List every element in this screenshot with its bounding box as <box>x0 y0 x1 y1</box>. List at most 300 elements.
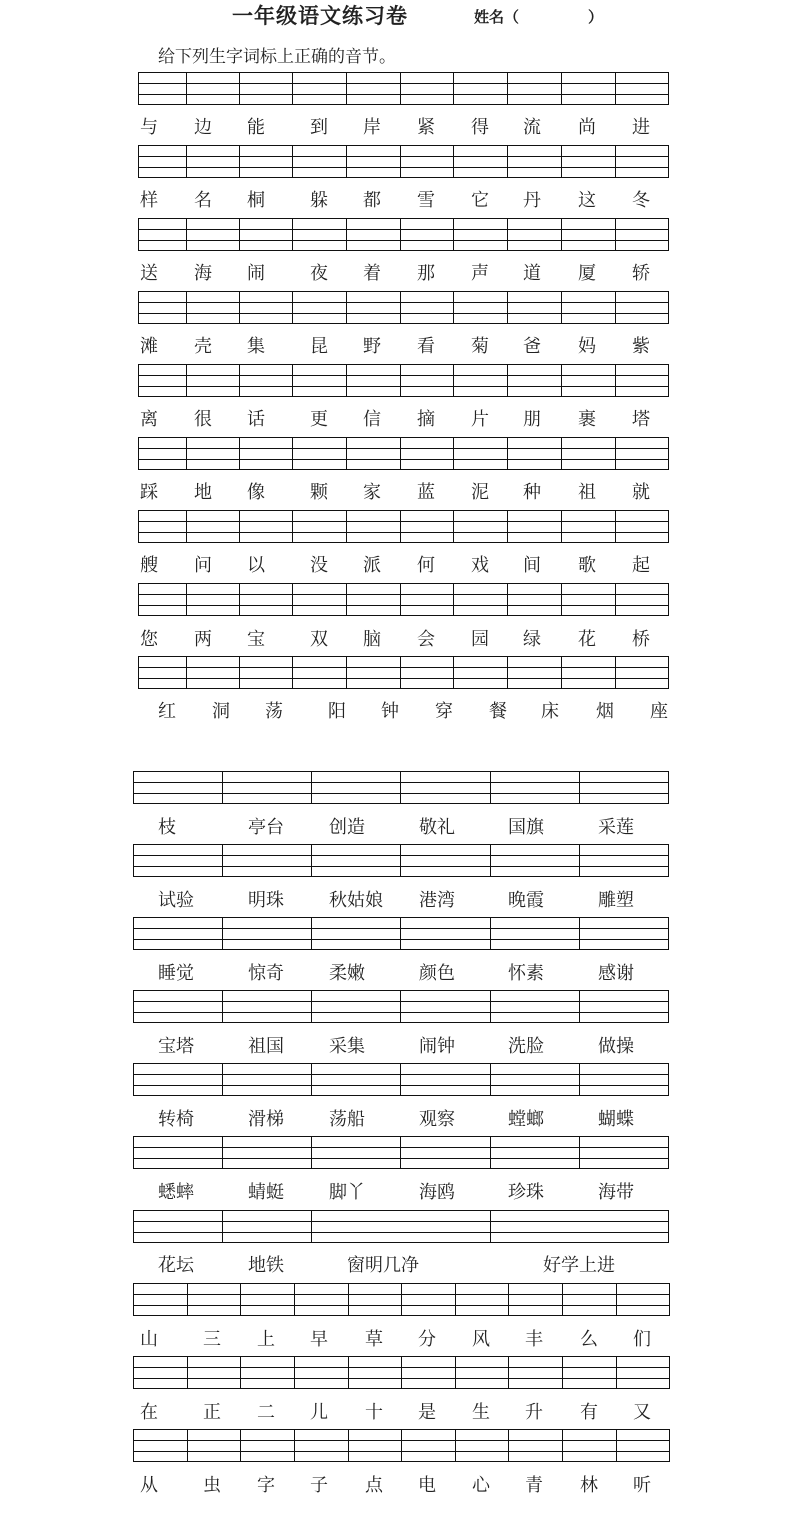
pinyin-box-s2-row2[interactable] <box>133 844 669 877</box>
character-s3: 草 <box>365 1329 383 1350</box>
word-s2: 做操 <box>598 1036 634 1057</box>
word-s2: 枝 <box>158 817 176 838</box>
pinyin-guide-line <box>138 615 669 616</box>
cell-divider <box>239 291 240 324</box>
cell-divider <box>616 1283 617 1316</box>
cell-divider <box>490 1210 491 1243</box>
character-s1: 种 <box>523 482 541 503</box>
character-s1: 夜 <box>310 263 328 284</box>
cell-divider <box>615 364 616 397</box>
cell-divider <box>187 1429 188 1462</box>
character-s1: 到 <box>310 117 328 138</box>
character-s1: 派 <box>363 555 381 576</box>
pinyin-guide-line <box>138 469 669 470</box>
cell-divider <box>400 656 401 689</box>
character-s1: 颗 <box>310 482 328 503</box>
character-s3: 生 <box>472 1402 490 1423</box>
cell-divider <box>490 1136 491 1169</box>
cell-divider <box>561 291 562 324</box>
cell-divider <box>346 364 347 397</box>
cell-divider <box>222 917 223 950</box>
pinyin-guide-line <box>138 229 669 230</box>
cell-divider <box>186 364 187 397</box>
cell-divider <box>292 510 293 543</box>
pinyin-guide-line <box>138 240 669 241</box>
character-s1: 边 <box>194 117 212 138</box>
cell-divider <box>615 656 616 689</box>
cell-divider <box>222 1136 223 1169</box>
cell-divider <box>453 218 454 251</box>
character-s1: 声 <box>471 263 489 284</box>
cell-divider <box>400 72 401 105</box>
cell-divider <box>490 990 491 1023</box>
cell-divider <box>400 1063 401 1096</box>
word-s2: 睡觉 <box>158 963 194 984</box>
pinyin-guide-line <box>138 104 669 105</box>
pinyin-guide-line <box>138 656 669 657</box>
character-s3: 在 <box>140 1402 158 1423</box>
character-s1: 爸 <box>523 336 541 357</box>
cell-divider <box>186 437 187 470</box>
character-s1: 摘 <box>417 409 435 430</box>
cell-divider <box>453 72 454 105</box>
character-s1: 那 <box>417 263 435 284</box>
cell-divider <box>400 218 401 251</box>
cell-divider <box>400 437 401 470</box>
cell-divider <box>400 291 401 324</box>
cell-divider <box>292 291 293 324</box>
word-s2: 脚丫 <box>329 1182 365 1203</box>
cell-divider <box>507 291 508 324</box>
character-s1: 很 <box>194 409 212 430</box>
cell-divider <box>239 218 240 251</box>
pinyin-box-s2-row5[interactable] <box>133 1063 669 1096</box>
word-s2: 创造 <box>329 817 365 838</box>
cell-divider <box>138 437 139 470</box>
cell-divider <box>669 1429 670 1462</box>
cell-divider <box>294 1356 295 1389</box>
character-s1: 流 <box>523 117 541 138</box>
cell-divider <box>348 1429 349 1462</box>
pinyin-guide-line <box>133 876 669 877</box>
word-s2: 花坛 <box>158 1255 194 1276</box>
pinyin-guide-line <box>138 386 669 387</box>
pinyin-box-s3-row2[interactable] <box>133 1356 669 1389</box>
character-s1: 家 <box>363 482 381 503</box>
pinyin-box-s1-row3[interactable] <box>138 218 669 251</box>
character-s1: 脑 <box>363 629 381 650</box>
character-s1: 壳 <box>194 336 212 357</box>
cell-divider <box>561 583 562 616</box>
cell-divider <box>455 1356 456 1389</box>
character-s1: 名 <box>194 190 212 211</box>
pinyin-guide-line <box>138 437 669 438</box>
cell-divider <box>292 218 293 251</box>
cell-divider <box>615 145 616 178</box>
word-s2: 洗脸 <box>508 1036 544 1057</box>
cell-divider <box>615 291 616 324</box>
cell-divider <box>668 510 669 543</box>
cell-divider <box>138 145 139 178</box>
pinyin-guide-line <box>138 594 669 595</box>
pinyin-guide-line <box>138 323 669 324</box>
cell-divider <box>187 1356 188 1389</box>
word-s2: 试验 <box>158 890 194 911</box>
character-s3: 三 <box>203 1329 221 1350</box>
character-s1: 海 <box>194 263 212 284</box>
word-s2: 雕塑 <box>598 890 634 911</box>
cell-divider <box>346 510 347 543</box>
cell-divider <box>187 1283 188 1316</box>
character-s1: 床 <box>541 701 559 722</box>
cell-divider <box>668 771 669 804</box>
character-s1: 样 <box>140 190 158 211</box>
cell-divider <box>669 1356 670 1389</box>
character-s1: 洞 <box>212 701 230 722</box>
character-s3: 二 <box>257 1402 275 1423</box>
cell-divider <box>240 1356 241 1389</box>
cell-divider <box>133 1136 134 1169</box>
cell-divider <box>292 72 293 105</box>
cell-divider <box>346 583 347 616</box>
cell-divider <box>400 771 401 804</box>
character-s1: 昆 <box>310 336 328 357</box>
pinyin-box-s2-row6[interactable] <box>133 1136 669 1169</box>
character-s1: 菊 <box>471 336 489 357</box>
pinyin-guide-line <box>138 218 669 219</box>
cell-divider <box>348 1283 349 1316</box>
character-s1: 阳 <box>328 701 346 722</box>
cell-divider <box>507 510 508 543</box>
character-s1: 厦 <box>578 263 596 284</box>
character-s1: 蓝 <box>417 482 435 503</box>
cell-divider <box>579 771 580 804</box>
cell-divider <box>562 1356 563 1389</box>
pinyin-guide-line <box>133 1158 669 1159</box>
cell-divider <box>186 72 187 105</box>
cell-divider <box>401 1356 402 1389</box>
cell-divider <box>453 437 454 470</box>
pinyin-guide-line <box>133 949 669 950</box>
character-s3: 儿 <box>310 1402 328 1423</box>
cell-divider <box>186 510 187 543</box>
character-s3: 心 <box>472 1475 490 1496</box>
cell-divider <box>507 364 508 397</box>
character-s3: 又 <box>633 1402 651 1423</box>
pinyin-guide-line <box>133 855 669 856</box>
word-s2: 转椅 <box>158 1109 194 1130</box>
character-s1: 看 <box>417 336 435 357</box>
character-s3: 丰 <box>525 1329 543 1350</box>
cell-divider <box>668 72 669 105</box>
pinyin-guide-line <box>138 583 669 584</box>
pinyin-box-s2-row7[interactable] <box>133 1210 669 1243</box>
pinyin-guide-line <box>138 72 669 73</box>
word-s2: 柔嫩 <box>329 963 365 984</box>
name-close-paren: ） <box>588 8 604 26</box>
character-s1: 道 <box>523 263 541 284</box>
cell-divider <box>400 844 401 877</box>
pinyin-box-s3-row1[interactable] <box>133 1283 669 1316</box>
character-s1: 这 <box>578 190 596 211</box>
character-s3: 从 <box>140 1475 158 1496</box>
pinyin-box-s1-row2[interactable] <box>138 145 669 178</box>
character-s1: 集 <box>247 336 265 357</box>
cell-divider <box>616 1429 617 1462</box>
cell-divider <box>400 583 401 616</box>
character-s1: 得 <box>471 117 489 138</box>
cell-divider <box>668 291 669 324</box>
cell-divider <box>561 364 562 397</box>
cell-divider <box>311 917 312 950</box>
character-s1: 没 <box>310 555 328 576</box>
character-s1: 紧 <box>417 117 435 138</box>
character-s1: 座 <box>650 701 668 722</box>
character-s3: 点 <box>365 1475 383 1496</box>
pinyin-guide-line <box>138 313 669 314</box>
word-s2: 祖国 <box>248 1036 284 1057</box>
character-s1: 它 <box>471 190 489 211</box>
cell-divider <box>401 1429 402 1462</box>
character-s1: 花 <box>578 629 596 650</box>
cell-divider <box>668 656 669 689</box>
word-s2: 亭台 <box>248 817 284 838</box>
word-s2: 荡船 <box>329 1109 365 1130</box>
character-s3: 么 <box>580 1329 598 1350</box>
word-s2: 颜色 <box>419 963 455 984</box>
character-s1: 桐 <box>247 190 265 211</box>
character-s1: 闹 <box>247 263 265 284</box>
character-s1: 丹 <box>523 190 541 211</box>
cell-divider <box>579 917 580 950</box>
character-s1: 冬 <box>632 190 650 211</box>
pinyin-box-s2-row1[interactable] <box>133 771 669 804</box>
word-s2: 港湾 <box>419 890 455 911</box>
character-s1: 妈 <box>578 336 596 357</box>
character-s3: 上 <box>257 1329 275 1350</box>
word-s2: 地铁 <box>248 1255 284 1276</box>
character-s1: 宝 <box>247 629 265 650</box>
pinyin-guide-line <box>138 521 669 522</box>
pinyin-guide-line <box>138 364 669 365</box>
cell-divider <box>507 218 508 251</box>
cell-divider <box>579 1063 580 1096</box>
cell-divider <box>579 990 580 1023</box>
pinyin-box-s2-row4[interactable] <box>133 990 669 1023</box>
cell-divider <box>668 917 669 950</box>
character-s1: 离 <box>140 409 158 430</box>
character-s3: 们 <box>633 1329 651 1350</box>
character-s3: 山 <box>140 1329 158 1350</box>
cell-divider <box>138 583 139 616</box>
character-s1: 雪 <box>417 190 435 211</box>
cell-divider <box>579 1136 580 1169</box>
pinyin-box-s1-row9[interactable] <box>138 656 669 689</box>
word-s2: 蟋蟀 <box>158 1182 194 1203</box>
word-s2: 敬礼 <box>419 817 455 838</box>
character-s3: 升 <box>525 1402 543 1423</box>
cell-divider <box>668 364 669 397</box>
cell-divider <box>668 990 669 1023</box>
character-s1: 话 <box>247 409 265 430</box>
pinyin-guide-line <box>133 990 669 991</box>
pinyin-guide-line <box>133 928 669 929</box>
cell-divider <box>311 1063 312 1096</box>
cell-divider <box>507 72 508 105</box>
cell-divider <box>311 1136 312 1169</box>
character-s1: 送 <box>140 263 158 284</box>
cell-divider <box>133 1063 134 1096</box>
cell-divider <box>507 583 508 616</box>
word-s2: 采莲 <box>598 817 634 838</box>
character-s1: 能 <box>247 117 265 138</box>
pinyin-box-s1-row1[interactable] <box>138 72 669 105</box>
cell-divider <box>239 510 240 543</box>
character-s1: 进 <box>632 117 650 138</box>
pinyin-guide-line <box>133 782 669 783</box>
cell-divider <box>239 72 240 105</box>
pinyin-guide-line <box>133 1095 669 1096</box>
pinyin-box-s2-row3[interactable] <box>133 917 669 950</box>
cell-divider <box>133 771 134 804</box>
pinyin-box-s1-row7[interactable] <box>138 510 669 543</box>
word-s2: 怀素 <box>508 963 544 984</box>
word-s2: 窗明几净 <box>347 1255 419 1276</box>
cell-divider <box>133 1210 134 1243</box>
cell-divider <box>294 1283 295 1316</box>
character-s1: 岸 <box>363 117 381 138</box>
character-s1: 您 <box>140 629 158 650</box>
pinyin-guide-line <box>133 1022 669 1023</box>
character-s3: 听 <box>633 1475 651 1496</box>
cell-divider <box>222 990 223 1023</box>
name-label: 姓名（ <box>474 8 520 26</box>
cell-divider <box>346 218 347 251</box>
character-s3: 早 <box>310 1329 328 1350</box>
character-s1: 泥 <box>471 482 489 503</box>
pinyin-guide-line <box>133 844 669 845</box>
cell-divider <box>616 1356 617 1389</box>
character-s1: 都 <box>363 190 381 211</box>
cell-divider <box>311 844 312 877</box>
cell-divider <box>133 990 134 1023</box>
cell-divider <box>562 1429 563 1462</box>
cell-divider <box>222 844 223 877</box>
word-s2: 蝴蝶 <box>598 1109 634 1130</box>
pinyin-guide-line <box>133 803 669 804</box>
pinyin-box-s3-row3[interactable] <box>133 1429 669 1462</box>
pinyin-box-s1-row4[interactable] <box>138 291 669 324</box>
pinyin-guide-line <box>138 678 669 679</box>
cell-divider <box>186 656 187 689</box>
character-s1: 荡 <box>265 701 283 722</box>
pinyin-guide-line <box>133 1232 669 1233</box>
character-s1: 园 <box>471 629 489 650</box>
pinyin-box-s1-row8[interactable] <box>138 583 669 616</box>
character-s1: 钟 <box>381 701 399 722</box>
word-s2: 采集 <box>329 1036 365 1057</box>
cell-divider <box>400 145 401 178</box>
pinyin-guide-line <box>138 542 669 543</box>
pinyin-guide-line <box>138 688 669 689</box>
cell-divider <box>453 583 454 616</box>
character-s1: 紫 <box>632 336 650 357</box>
pinyin-guide-line <box>133 1085 669 1086</box>
character-s1: 更 <box>310 409 328 430</box>
pinyin-box-s1-row6[interactable] <box>138 437 669 470</box>
character-s1: 祖 <box>578 482 596 503</box>
cell-divider <box>346 72 347 105</box>
cell-divider <box>311 1210 312 1243</box>
cell-divider <box>490 844 491 877</box>
pinyin-guide-line <box>133 1001 669 1002</box>
cell-divider <box>561 145 562 178</box>
character-s3: 分 <box>418 1329 436 1350</box>
cell-divider <box>455 1283 456 1316</box>
character-s3: 正 <box>203 1402 221 1423</box>
cell-divider <box>400 1136 401 1169</box>
cell-divider <box>508 1429 509 1462</box>
cell-divider <box>490 771 491 804</box>
character-s1: 餐 <box>489 701 507 722</box>
cell-divider <box>490 917 491 950</box>
character-s3: 是 <box>418 1402 436 1423</box>
cell-divider <box>668 1136 669 1169</box>
cell-divider <box>222 1063 223 1096</box>
cell-divider <box>239 656 240 689</box>
character-s1: 以 <box>247 555 265 576</box>
character-s1: 歌 <box>578 555 596 576</box>
pinyin-guide-line <box>138 291 669 292</box>
pinyin-guide-line <box>138 167 669 168</box>
word-s2: 海带 <box>598 1182 634 1203</box>
cell-divider <box>561 72 562 105</box>
word-s2: 秋姑娘 <box>329 890 383 911</box>
cell-divider <box>400 917 401 950</box>
word-s2: 国旗 <box>508 817 544 838</box>
character-s1: 与 <box>140 117 158 138</box>
cell-divider <box>311 771 312 804</box>
cell-divider <box>615 218 616 251</box>
character-s3: 林 <box>580 1475 598 1496</box>
character-s1: 双 <box>310 629 328 650</box>
word-s2: 惊奇 <box>248 963 284 984</box>
pinyin-guide-line <box>138 156 669 157</box>
pinyin-guide-line <box>138 145 669 146</box>
word-s2: 好学上进 <box>543 1255 615 1276</box>
character-s3: 子 <box>310 1475 328 1496</box>
word-s2: 宝塔 <box>158 1036 194 1057</box>
cell-divider <box>292 364 293 397</box>
character-s3: 有 <box>580 1402 598 1423</box>
character-s1: 踩 <box>140 482 158 503</box>
pinyin-box-s1-row5[interactable] <box>138 364 669 397</box>
pinyin-guide-line <box>133 1063 669 1064</box>
cell-divider <box>292 583 293 616</box>
page-title: 一年级语文练习卷 <box>232 3 408 28</box>
cell-divider <box>138 364 139 397</box>
character-s1: 滩 <box>140 336 158 357</box>
word-s2: 滑梯 <box>248 1109 284 1130</box>
cell-divider <box>138 291 139 324</box>
word-s2: 海鸥 <box>419 1182 455 1203</box>
word-s2: 晚霞 <box>508 890 544 911</box>
pinyin-guide-line <box>138 302 669 303</box>
cell-divider <box>668 218 669 251</box>
pinyin-guide-line <box>138 510 669 511</box>
character-s3: 电 <box>418 1475 436 1496</box>
cell-divider <box>239 583 240 616</box>
